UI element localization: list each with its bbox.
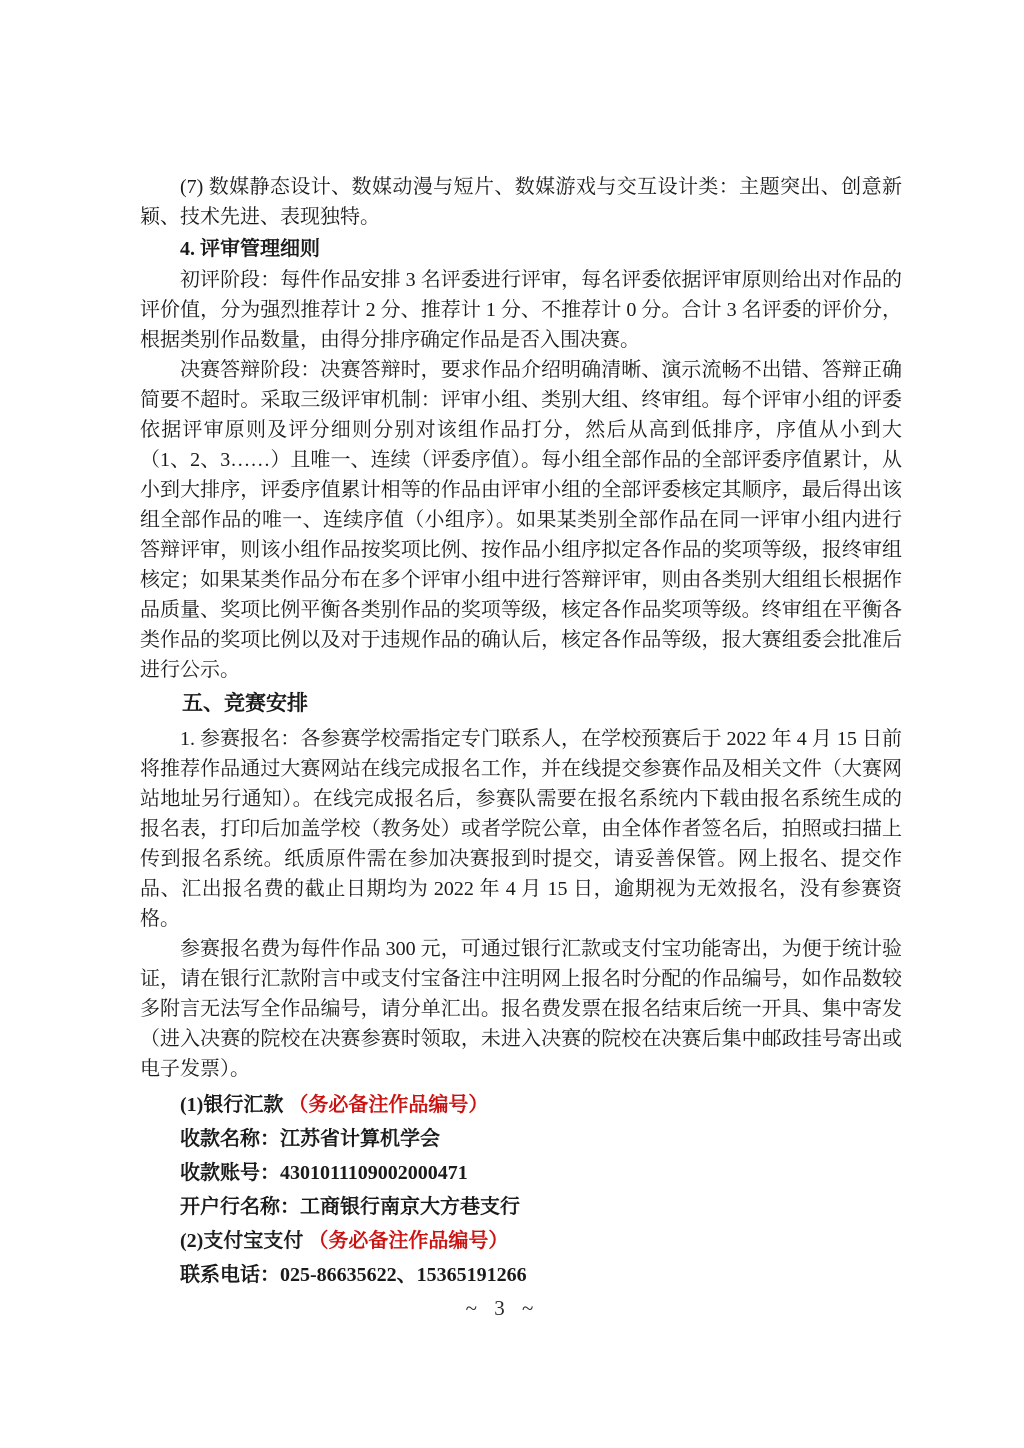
heading-competition-arrangement: 五、竞赛安排 [182, 692, 308, 715]
payee-name-line: 收款名称：江苏省计算机学会 [180, 1128, 440, 1150]
payee-account-line: 收款账号：4301011109002000471 [180, 1162, 468, 1184]
paragraph-category-7: (7) 数媒静态设计、数媒动漫与短片、数媒游戏与交互设计类：主题突出、创意新颖、技术先进、表现独特。 [140, 176, 902, 228]
page-number: ~ 3 ~ [465, 1296, 540, 1320]
alipay-label: (2)支付宝支付 [180, 1230, 309, 1252]
bank-transfer-line [140, 1088, 902, 1122]
paragraph-final-defense: 决赛答辩阶段：决赛答辩时，要求作品介绍明确清晰、演示流畅不出错、答辩正确简要不超时。采取三级评审机制：评审小组、类别大组、终审组。每个评审小组的评委依据评审原则及评分细则分别对该组作品打分，然后从高到低排序，序值从小到大（1、2、3……）且唯一、连续（评委序值）。每小组全部作品的全部评委序值累计，从小到大排序，评委序值累计相等的作品由评审小组的全部评委核定其顺序，最后得出该组全部作品的唯一、连续序值（小组序）。如果某类别全部作品在同一评审小组内进行答辩评审，则该小组作品按奖项比例、按作品小组序拟定各作品的奖项等级，报终审组核定；如果某类作品分布在多个评审小组中进行答辩评审，则由各类别大组组长根据作品质量、奖项比例平衡各类别作品的奖项等级，核定各作品奖项等级。终审组在平衡各类作品的奖项比例以及对于违规作品的确认后，核定各作品等级，报大赛组委会批准后进行公示。 [140, 359, 902, 681]
bank-transfer-label: (1)银行汇款 [180, 1094, 289, 1116]
paragraph-registration-fee: 参赛报名费为每件作品 300 元，可通过银行汇款或支付宝功能寄出，为便于统计验证，请在银行汇款附言中或支付宝备注中注明网上报名时分配的作品编号，如作品数较多附言无法写全作品编号，请分单汇出。报名费发票在报名结束后统一开具、集中寄发（进入决赛的院校在决赛参赛时领取，未进入决赛的院校在决赛后集中邮政挂号寄出或电子发票）。 [140, 938, 902, 1080]
bank-transfer-note-red: （务必备注作品编号） [288, 1094, 489, 1116]
alipay-line [140, 1224, 902, 1258]
heading-review-management-rules: 4. 评审管理细则 [180, 238, 320, 260]
paragraph-preliminary-review: 初评阶段：每件作品安排 3 名评委进行评审，每名评委依据评审原则给出对作品的评价值，分为强烈推荐计 2 分、推荐计 1 分、不推荐计 0 分。合计 3 名评委的评价分，根据类别作品数量，由得分排序确定作品是否入围决赛。 [140, 269, 902, 351]
contact-phone-line: 联系电话：025-86635622、15365191266 [180, 1264, 527, 1286]
payment-info-block [140, 1088, 902, 1292]
document-body [140, 172, 902, 1292]
bank-branch-line: 开户行名称：工商银行南京大方巷支行 [180, 1196, 520, 1218]
paragraph-registration: 1. 参赛报名：各参赛学校需指定专门联系人，在学校预赛后于 2022 年 4 月 15 日前将推荐作品通过大赛网站在线完成报名工作，并在线提交参赛作品及相关文件（大赛网站地址另行通知）。在线完成报名后，参赛队需要在报名系统内下载由报名系统生成的报名表，打印后加盖学校（教务处）或者学院公章，由全体作者签名后，拍照或扫描上传到报名系统。纸质原件需在参加决赛报到时提交，请妥善保管。网上报名、提交作品、汇出报名费的截止日期均为 2022 年 4 月 15 日，逾期视为无效报名，没有参赛资格。 [140, 728, 902, 930]
alipay-note-red: （务必备注作品编号） [308, 1230, 509, 1252]
